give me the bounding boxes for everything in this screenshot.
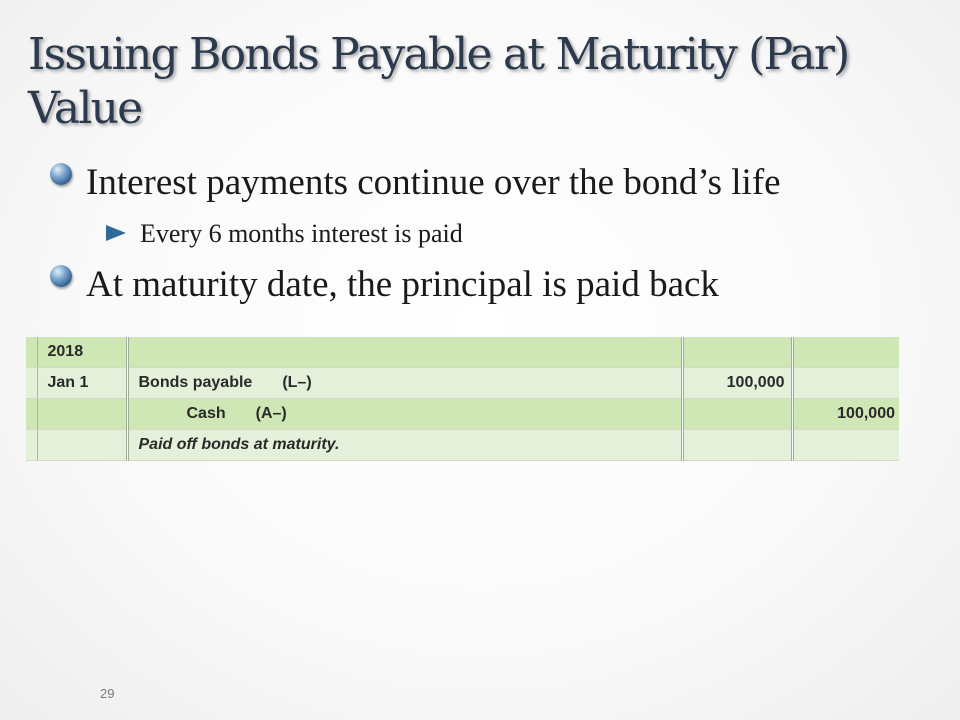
journal-account — [127, 368, 682, 399]
journal-memo: Paid off bonds at maturity. — [127, 430, 682, 461]
journal-credit: 100,000 — [792, 399, 899, 430]
slide-title — [28, 28, 938, 136]
journal-credit — [792, 368, 899, 399]
account-classification: (L–) — [282, 374, 312, 391]
journal-date — [37, 399, 127, 430]
journal-entry-table — [26, 337, 899, 461]
journal-account — [127, 337, 682, 368]
journal-debit — [682, 399, 792, 430]
slide-title-line2: Value — [28, 83, 142, 134]
journal-date — [37, 430, 127, 461]
row-margin — [26, 430, 37, 461]
sub-bullet-item — [106, 216, 463, 252]
slide-title-line1: Issuing Bonds Payable at Maturity (Par) — [28, 29, 849, 80]
bullet-item — [50, 262, 719, 306]
page-number: 29 — [100, 686, 115, 701]
journal-row — [26, 368, 899, 399]
account-name: Bonds payable — [138, 374, 253, 391]
sphere-bullet-icon — [50, 163, 72, 185]
account-name: Cash — [186, 405, 226, 422]
journal-credit — [792, 430, 899, 461]
bullet-text: At maturity date, the principal is paid back — [86, 263, 719, 305]
row-margin — [26, 368, 37, 399]
bullet-text: Interest payments continue over the bond’s life — [86, 161, 781, 203]
sphere-bullet-icon — [50, 265, 72, 287]
journal-credit — [792, 337, 899, 368]
row-margin — [26, 337, 37, 368]
journal-date: 2018 — [37, 337, 127, 368]
journal-row — [26, 337, 899, 368]
journal-debit — [682, 430, 792, 461]
bullet-item — [50, 160, 781, 204]
row-margin — [26, 399, 37, 430]
journal-debit: 100,000 — [682, 368, 792, 399]
journal-date: Jan 1 — [37, 368, 127, 399]
account-classification: (A–) — [255, 405, 287, 422]
journal-row — [26, 430, 899, 461]
sub-bullet-text: Every 6 months interest is paid — [140, 219, 463, 248]
arrow-bullet-icon — [106, 225, 126, 241]
journal-account — [127, 399, 682, 430]
journal-debit — [682, 337, 792, 368]
journal-row — [26, 399, 899, 430]
